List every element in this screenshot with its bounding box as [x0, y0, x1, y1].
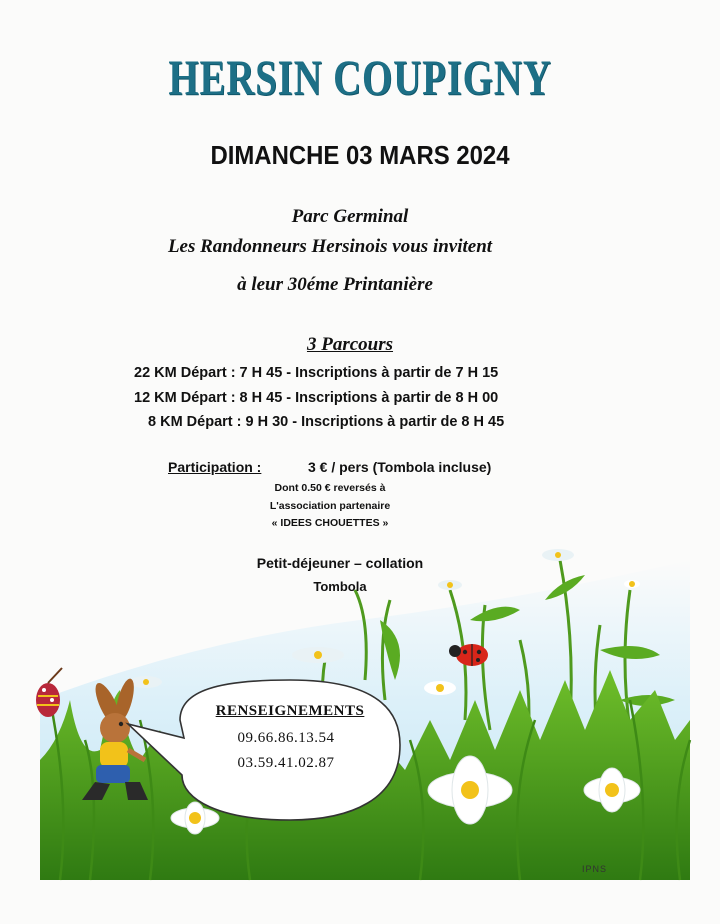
- footer-mention: IPNS: [582, 864, 608, 874]
- donation-note: Dont 0.50 € reversés à: [274, 482, 386, 494]
- participation-value: 3 € / pers (Tombola incluse): [308, 459, 492, 475]
- tombola-info: Tombola: [313, 579, 367, 594]
- route-line: 8 KM Départ : 9 H 30 - Inscriptions à partir de 8 H 45: [148, 414, 505, 430]
- partner-name: « IDEES CHOUETTES »: [271, 517, 389, 529]
- phone-number: 09.66.86.13.54: [237, 730, 335, 746]
- partner-note: L'association partenaire: [269, 500, 391, 512]
- venue-line: Parc Germinal: [291, 206, 409, 227]
- edition-line: à leur 30éme Printanière: [237, 274, 433, 295]
- invite-line: Les Randonneurs Hersinois vous invitent: [167, 236, 493, 257]
- page-title: HERSIN COUPIGNY: [168, 49, 552, 105]
- event-date: DIMANCHE 03 MARS 2024: [210, 140, 510, 170]
- contact-title: RENSEIGNEMENTS: [215, 703, 365, 719]
- phone-number: 03.59.41.02.87: [237, 755, 335, 771]
- breakfast-info: Petit-déjeuner – collation: [256, 555, 424, 571]
- participation-label: Participation :: [168, 459, 262, 475]
- parcours-heading: 3 Parcours: [306, 334, 394, 355]
- route-line: 12 KM Départ : 8 H 45 - Inscriptions à partir de 8 H 00: [134, 390, 499, 406]
- route-line: 22 KM Départ : 7 H 45 - Inscriptions à partir de 7 H 15: [134, 365, 499, 381]
